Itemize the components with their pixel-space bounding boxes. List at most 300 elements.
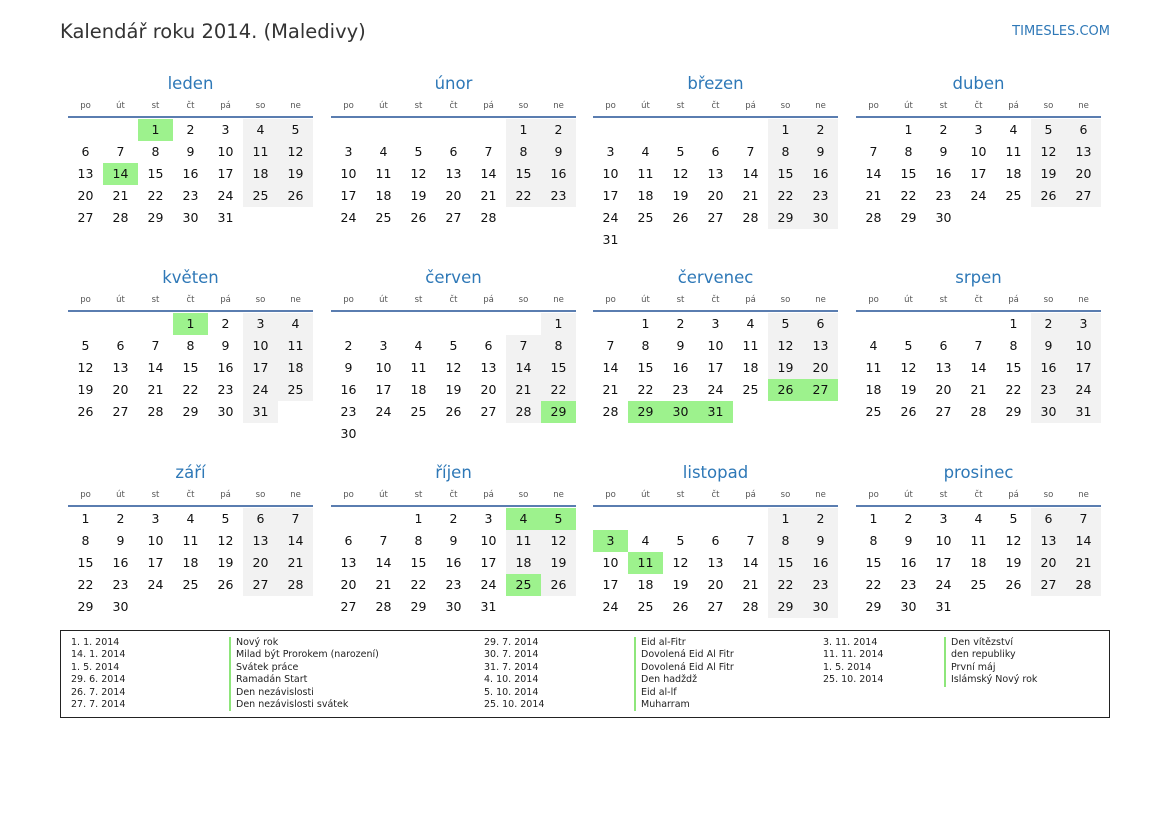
- week-row: [593, 119, 838, 141]
- empty-cell: [331, 313, 366, 335]
- day-cell: 17: [217, 166, 234, 181]
- week-row: [856, 313, 1101, 335]
- week-row: [856, 508, 1101, 530]
- day-cell: 1: [1009, 316, 1018, 331]
- day-cell: 9: [221, 338, 230, 353]
- month-name: srpen: [955, 268, 1002, 287]
- week-row: [331, 574, 576, 596]
- day-cell: 11: [970, 533, 987, 548]
- day-cell: 10: [707, 338, 724, 353]
- day-cell: 20: [445, 188, 462, 203]
- day-cell: 10: [243, 335, 278, 357]
- day-cell: 26: [672, 599, 689, 614]
- day-cell: 27: [935, 404, 952, 419]
- day-cell: 18: [506, 552, 541, 574]
- weekday-label: so: [518, 101, 529, 111]
- legend-holiday-name: den republiky: [944, 649, 1037, 661]
- day-cell: 5: [676, 144, 685, 159]
- day-cell: 11: [742, 338, 759, 353]
- day-cell: 13: [112, 360, 129, 375]
- week-row: [331, 119, 576, 141]
- weekday-label: čt: [449, 101, 458, 111]
- empty-cell: [628, 119, 663, 141]
- empty-cell: [401, 119, 436, 141]
- day-cell: 24: [375, 404, 392, 419]
- day-cell: 26: [672, 210, 689, 225]
- weekday-label: pá: [745, 101, 756, 111]
- empty-cell: [733, 229, 768, 251]
- month-name: březen: [687, 74, 744, 93]
- week-row: [856, 379, 1101, 401]
- day-cell: 30: [900, 599, 917, 614]
- day-cell: 19: [445, 382, 462, 397]
- empty-cell: [243, 207, 278, 229]
- week-row: [68, 119, 313, 141]
- day-cell: 9: [449, 533, 458, 548]
- day-cell: 24: [147, 577, 164, 592]
- brand-link[interactable]: TIMESLES.COM: [1012, 24, 1110, 39]
- day-cell: 17: [970, 166, 987, 181]
- weekday-label: st: [676, 101, 685, 111]
- header-divider: [856, 310, 1101, 312]
- day-cell: 16: [803, 552, 838, 574]
- empty-cell: [436, 423, 471, 445]
- empty-cell: [663, 119, 698, 141]
- day-cell: 21: [742, 577, 759, 592]
- day-cell: 4: [243, 119, 278, 141]
- day-cell: 24: [217, 188, 234, 203]
- week-row: [593, 229, 838, 251]
- day-cell: 15: [506, 163, 541, 185]
- day-cell: 17: [375, 382, 392, 397]
- week-row: [68, 401, 313, 423]
- day-cell: 13: [1031, 530, 1066, 552]
- day-cell: 23: [541, 185, 576, 207]
- day-cell: 28: [1066, 574, 1101, 596]
- day-cell: 21: [1066, 552, 1101, 574]
- day-cell: 8: [414, 533, 423, 548]
- day-cell: 26: [445, 404, 462, 419]
- empty-cell: [68, 119, 103, 141]
- week-row: [331, 163, 576, 185]
- weekday-label: st: [939, 295, 948, 305]
- month-10: [331, 459, 576, 618]
- weekday-label: st: [676, 490, 685, 500]
- day-cell: 9: [803, 141, 838, 163]
- day-cell: 5: [904, 338, 913, 353]
- day-cell: 6: [243, 508, 278, 530]
- holiday-day-cell: 11: [628, 552, 663, 574]
- day-cell: 8: [1009, 338, 1018, 353]
- day-cell: 25: [278, 379, 313, 401]
- empty-cell: [506, 423, 541, 445]
- day-cell: 12: [672, 166, 689, 181]
- day-cell: 25: [637, 210, 654, 225]
- day-cell: 18: [410, 382, 427, 397]
- day-cell: 6: [803, 313, 838, 335]
- weekday-label: čt: [186, 295, 195, 305]
- empty-cell: [1031, 596, 1066, 618]
- day-cell: 12: [900, 360, 917, 375]
- day-cell: 28: [147, 404, 164, 419]
- day-cell: 8: [506, 141, 541, 163]
- day-cell: 9: [116, 533, 125, 548]
- weekday-label: út: [116, 295, 125, 305]
- empty-cell: [768, 229, 803, 251]
- day-cell: 1: [904, 122, 913, 137]
- week-row: [856, 552, 1101, 574]
- week-row: [68, 574, 313, 596]
- day-cell: 11: [865, 360, 882, 375]
- day-cell: 3: [243, 313, 278, 335]
- day-cell: 16: [1031, 357, 1066, 379]
- day-cell: 15: [768, 163, 803, 185]
- day-cell: 14: [742, 166, 759, 181]
- month-name: září: [175, 463, 206, 482]
- day-cell: 17: [1066, 357, 1101, 379]
- header-divider: [68, 116, 313, 118]
- day-cell: 4: [641, 533, 650, 548]
- weekday-label: čt: [186, 101, 195, 111]
- weekday-label: st: [151, 101, 160, 111]
- empty-cell: [68, 313, 103, 335]
- weekday-label: so: [780, 101, 791, 111]
- week-row: [331, 596, 576, 618]
- day-cell: 27: [243, 574, 278, 596]
- day-cell: 1: [81, 511, 90, 526]
- week-row: [68, 207, 313, 229]
- day-cell: 7: [278, 508, 313, 530]
- day-cell: 6: [711, 533, 720, 548]
- weekday-label: ne: [1078, 490, 1089, 500]
- day-cell: 28: [742, 210, 759, 225]
- day-cell: 12: [1005, 533, 1022, 548]
- month-6: [331, 264, 576, 445]
- empty-cell: [733, 119, 768, 141]
- day-cell: 8: [81, 533, 90, 548]
- day-cell: 26: [1005, 577, 1022, 592]
- day-cell: 10: [602, 555, 619, 570]
- empty-cell: [471, 423, 506, 445]
- day-cell: 22: [147, 188, 164, 203]
- day-cell: 16: [182, 166, 199, 181]
- legend-date: 14. 1. 2014: [71, 649, 126, 661]
- day-cell: 28: [865, 210, 882, 225]
- day-cell: 23: [112, 577, 129, 592]
- weekday-label: po: [868, 101, 879, 111]
- day-cell: 17: [340, 188, 357, 203]
- day-cell: 20: [1066, 163, 1101, 185]
- holiday-day-cell: 29: [628, 401, 663, 423]
- weekday-label: st: [414, 295, 423, 305]
- day-cell: 10: [375, 360, 392, 375]
- day-cell: 10: [602, 166, 619, 181]
- day-cell: 19: [900, 382, 917, 397]
- day-cell: 9: [904, 533, 913, 548]
- empty-cell: [1031, 207, 1066, 229]
- day-cell: 5: [449, 338, 458, 353]
- legend-date: 11. 11. 2014: [823, 649, 884, 661]
- weekday-label: ne: [290, 295, 301, 305]
- day-cell: 24: [480, 577, 497, 592]
- weekday-label: pá: [483, 101, 494, 111]
- week-row: [68, 141, 313, 163]
- week-row: [856, 357, 1101, 379]
- day-cell: 1: [641, 316, 650, 331]
- day-cell: 31: [243, 401, 278, 423]
- week-row: [68, 379, 313, 401]
- day-cell: 14: [506, 357, 541, 379]
- day-cell: 25: [742, 382, 759, 397]
- day-cell: 28: [375, 599, 392, 614]
- week-row: [331, 530, 576, 552]
- week-row: [856, 185, 1101, 207]
- day-cell: 2: [803, 119, 838, 141]
- legend-holiday-name: Islámský Nový rok: [944, 674, 1037, 686]
- day-cell: 12: [445, 360, 462, 375]
- day-cell: 29: [1005, 404, 1022, 419]
- holiday-day-cell: 3: [593, 530, 628, 552]
- day-cell: 7: [606, 338, 615, 353]
- weekday-label: út: [379, 490, 388, 500]
- weekday-header: [331, 487, 576, 503]
- day-cell: 28: [506, 401, 541, 423]
- empty-cell: [891, 313, 926, 335]
- day-cell: 5: [278, 119, 313, 141]
- weekday-label: pá: [1008, 101, 1019, 111]
- day-cell: 14: [1066, 530, 1101, 552]
- empty-cell: [471, 313, 506, 335]
- day-cell: 30: [1031, 401, 1066, 423]
- day-cell: 3: [344, 144, 353, 159]
- day-cell: 2: [541, 119, 576, 141]
- month-4: [856, 70, 1101, 229]
- weekday-label: po: [343, 490, 354, 500]
- empty-cell: [506, 596, 541, 618]
- legend-names-column: [229, 637, 379, 711]
- month-11: [593, 459, 838, 618]
- day-cell: 11: [182, 533, 199, 548]
- week-row: [856, 335, 1101, 357]
- empty-cell: [436, 119, 471, 141]
- day-cell: 10: [935, 533, 952, 548]
- holiday-day-cell: 14: [103, 163, 138, 185]
- weekday-label: so: [1043, 101, 1054, 111]
- day-cell: 15: [768, 552, 803, 574]
- day-cell: 28: [970, 404, 987, 419]
- header-divider: [331, 116, 576, 118]
- day-cell: 8: [151, 144, 160, 159]
- day-cell: 25: [1005, 188, 1022, 203]
- holiday-day-cell: 5: [541, 508, 576, 530]
- day-cell: 18: [375, 188, 392, 203]
- day-cell: 22: [1005, 382, 1022, 397]
- week-row: [856, 530, 1101, 552]
- day-cell: 20: [1031, 552, 1066, 574]
- day-cell: 20: [480, 382, 497, 397]
- legend-holiday-name: Svátek práce: [229, 662, 379, 674]
- month-name: listopad: [682, 463, 749, 482]
- day-cell: 4: [974, 511, 983, 526]
- day-cell: 4: [1009, 122, 1018, 137]
- day-cell: 18: [278, 357, 313, 379]
- weekday-label: pá: [1008, 295, 1019, 305]
- day-cell: 24: [1066, 379, 1101, 401]
- day-cell: 3: [974, 122, 983, 137]
- day-cell: 25: [970, 577, 987, 592]
- day-cell: 14: [602, 360, 619, 375]
- day-cell: 22: [768, 185, 803, 207]
- week-row: [593, 313, 838, 335]
- header-divider: [68, 505, 313, 507]
- day-cell: 19: [672, 577, 689, 592]
- legend-date: 1. 1. 2014: [71, 637, 120, 648]
- day-cell: 13: [803, 335, 838, 357]
- day-cell: 26: [410, 210, 427, 225]
- weekday-label: ne: [553, 295, 564, 305]
- day-cell: 8: [541, 335, 576, 357]
- empty-cell: [366, 313, 401, 335]
- day-cell: 5: [414, 144, 423, 159]
- legend-date: 25. 10. 2014: [823, 674, 884, 686]
- day-cell: 6: [344, 533, 353, 548]
- day-cell: 15: [410, 555, 427, 570]
- day-cell: 8: [186, 338, 195, 353]
- legend-holiday-name: Eid al-lf: [634, 687, 734, 699]
- day-cell: 14: [970, 360, 987, 375]
- legend-holiday-name: Muharram: [634, 699, 734, 711]
- day-cell: 7: [746, 144, 755, 159]
- week-row: [593, 552, 838, 574]
- week-row: [593, 163, 838, 185]
- day-cell: 18: [243, 163, 278, 185]
- weekday-label: pá: [483, 295, 494, 305]
- empty-cell: [1066, 207, 1101, 229]
- day-cell: 31: [602, 232, 619, 247]
- empty-cell: [856, 313, 891, 335]
- day-cell: 8: [869, 533, 878, 548]
- empty-cell: [138, 596, 173, 618]
- day-cell: 26: [900, 404, 917, 419]
- weekday-label: út: [904, 101, 913, 111]
- holiday-day-cell: 29: [541, 401, 576, 423]
- day-cell: 25: [182, 577, 199, 592]
- day-cell: 26: [217, 577, 234, 592]
- day-cell: 26: [278, 185, 313, 207]
- weekday-label: so: [255, 101, 266, 111]
- day-cell: 30: [217, 404, 234, 419]
- day-cell: 10: [480, 533, 497, 548]
- day-cell: 15: [1005, 360, 1022, 375]
- day-cell: 3: [151, 511, 160, 526]
- legend-date: 30. 7. 2014: [484, 649, 539, 661]
- day-cell: 20: [935, 382, 952, 397]
- month-name: říjen: [435, 463, 472, 482]
- empty-cell: [961, 596, 996, 618]
- day-cell: 30: [445, 599, 462, 614]
- day-cell: 3: [939, 511, 948, 526]
- weekday-label: pá: [220, 490, 231, 500]
- day-cell: 23: [340, 404, 357, 419]
- day-cell: 7: [869, 144, 878, 159]
- holiday-day-cell: 31: [698, 401, 733, 423]
- week-row: [68, 552, 313, 574]
- day-cell: 17: [147, 555, 164, 570]
- empty-cell: [366, 119, 401, 141]
- day-cell: 7: [116, 144, 125, 159]
- day-cell: 30: [182, 210, 199, 225]
- day-cell: 21: [147, 382, 164, 397]
- day-cell: 24: [243, 379, 278, 401]
- holiday-day-cell: 25: [506, 574, 541, 596]
- empty-cell: [768, 401, 803, 423]
- day-cell: 2: [186, 122, 195, 137]
- day-cell: 11: [1005, 144, 1022, 159]
- day-cell: 14: [147, 360, 164, 375]
- header-divider: [593, 116, 838, 118]
- month-name: leden: [167, 74, 214, 93]
- month-name: červen: [425, 268, 482, 287]
- weekday-label: so: [780, 490, 791, 500]
- legend-dates-column: [484, 637, 544, 711]
- day-cell: 3: [711, 316, 720, 331]
- weekday-header: [331, 292, 576, 308]
- day-cell: 9: [541, 141, 576, 163]
- week-row: [593, 508, 838, 530]
- weekday-label: út: [904, 490, 913, 500]
- empty-cell: [996, 207, 1031, 229]
- weekday-label: po: [868, 490, 879, 500]
- weekday-header: [593, 292, 838, 308]
- day-cell: 29: [865, 599, 882, 614]
- weekday-label: čt: [974, 295, 983, 305]
- week-row: [856, 119, 1101, 141]
- legend-holiday-name: Den hadždž: [634, 674, 734, 686]
- holiday-legend: [60, 630, 1110, 718]
- weekday-label: po: [605, 101, 616, 111]
- day-cell: 5: [1009, 511, 1018, 526]
- day-cell: 29: [410, 599, 427, 614]
- day-cell: 22: [506, 185, 541, 207]
- day-cell: 22: [410, 577, 427, 592]
- month-name: červenec: [677, 268, 754, 287]
- day-cell: 19: [278, 163, 313, 185]
- legend-names-column: [634, 637, 734, 711]
- day-cell: 12: [1031, 141, 1066, 163]
- legend-date: 3. 11. 2014: [823, 637, 878, 648]
- day-cell: 13: [707, 555, 724, 570]
- day-cell: 1: [869, 511, 878, 526]
- day-cell: 30: [935, 210, 952, 225]
- day-cell: 3: [484, 511, 493, 526]
- day-cell: 15: [182, 360, 199, 375]
- week-row: [593, 401, 838, 423]
- day-cell: 24: [970, 188, 987, 203]
- day-cell: 8: [904, 144, 913, 159]
- legend-date: 29. 6. 2014: [71, 674, 126, 686]
- weekday-label: so: [255, 295, 266, 305]
- week-row: [331, 379, 576, 401]
- week-row: [593, 185, 838, 207]
- empty-cell: [926, 313, 961, 335]
- header-divider: [593, 505, 838, 507]
- week-row: [331, 313, 576, 335]
- week-row: [856, 163, 1101, 185]
- legend-holiday-name: Dovolená Eid Al Fitr: [634, 662, 734, 674]
- day-cell: 7: [506, 335, 541, 357]
- day-cell: 14: [865, 166, 882, 181]
- week-row: [68, 185, 313, 207]
